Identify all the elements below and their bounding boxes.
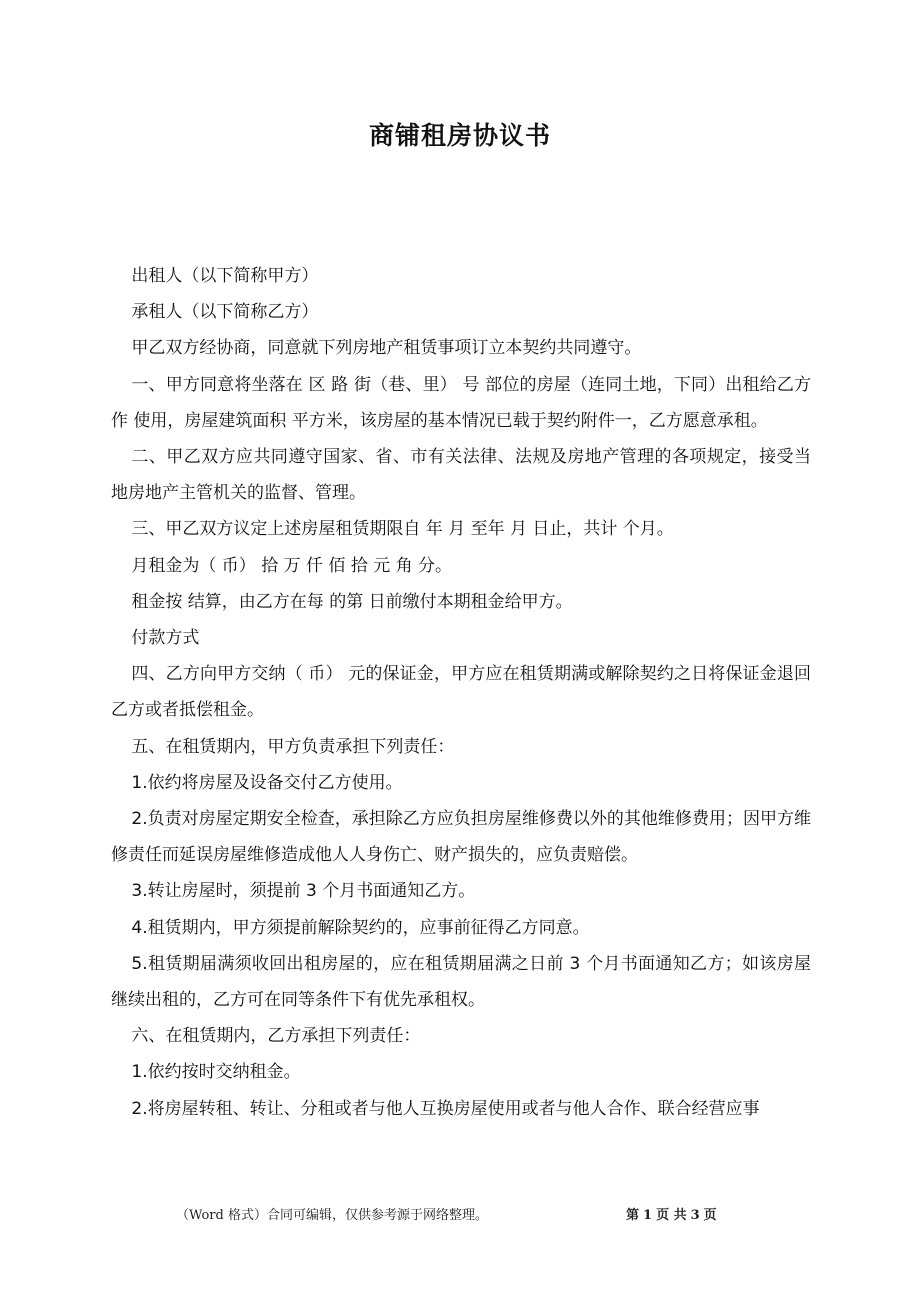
list-item: 4.租赁期内，甲方须提前解除契约的，应事前征得乙方同意。 [131,917,590,938]
list-item: 5.租赁期届满须收回出租房屋的，应在租赁期届满之日前 3 个月书面通知乙方；如该房屋继续出租的，乙方可在同等条件下有优先承租权。 [111,953,811,1011]
document-body [111,258,811,1127]
paragraph-clause-5: 五、在租赁期内，甲方负责承担下列责任： [131,736,455,757]
page-indicator [624,1206,719,1226]
page-suffix: 页 [703,1208,717,1223]
page-title: 商铺租房协议书 [368,121,551,150]
paragraph-clause-3: 三、甲乙双方议定上述房屋租赁期限自 年 月 至年 月 日止，共计 个月。 [131,519,674,540]
list-item: 2.负责对房屋定期安全检查，承担除乙方应负担房屋维修费以外的其他维修费用；因甲方维修责任而延误房屋维修造成他人人身伤亡、财产损失的，应负责赔偿。 [111,809,811,866]
paragraph-clause-1: 一、甲方同意将坐落在 区 路 街（巷、里） 号 部位的房屋（连同土地，下同）出租给乙方作 使用，房屋建筑面积 平方米，该房屋的基本情况已载于契约附件一，乙方愿意承租。 [111,374,811,431]
paragraph-rent-settlement: 租金按 结算，由乙方在每 的第 日前缴付本期租金给甲方。 [131,591,573,612]
list-item: 2.将房屋转租、转让、分租或者与他人互换房屋使用或者与他人合作、联合经营应事 [131,1098,760,1119]
paragraph-lessee: 承租人（以下简称乙方） [131,302,319,323]
paragraph-clause-6: 六、在租赁期内，乙方承担下列责任： [131,1026,421,1047]
paragraph-monthly-rent: 月租金为（ 币） 拾 万 仟 佰 拾 元 角 分。 [131,555,453,576]
list-item: 1.依约将房屋及设备交付乙方使用。 [131,772,403,793]
page-prefix: 第 [626,1208,640,1223]
list-item: 3.转让房屋时，须提前 3 个月书面通知乙方。 [131,881,476,902]
paragraph-lessor: 出租人（以下简称甲方） [131,266,319,286]
page-mid: 页 共 [656,1208,687,1223]
page-current: 1 [643,1208,653,1223]
page-total: 3 [690,1208,700,1223]
paragraph-clause-4: 四、乙方向甲方交纳（ 币） 元的保证金，甲方应在租赁期满或解除契约之日将保证金退回乙方或者抵偿租金。 [111,664,811,721]
list-item: 1.依约按时交纳租金。 [131,1062,301,1083]
paragraph-payment-method: 付款方式 [131,628,200,649]
footer-note: （Word 格式）合同可编辑，仅供参考源于网络整理。 [176,1208,488,1223]
paragraph-preamble: 甲乙双方经协商，同意就下列房地产租赁事项订立本契约共同遵守。 [131,338,642,359]
paragraph-clause-2: 二、甲乙双方应共同遵守国家、省、市有关法律、法规及房地产管理的各项规定，接受当地房地产主管机关的监督、管理。 [111,447,811,504]
